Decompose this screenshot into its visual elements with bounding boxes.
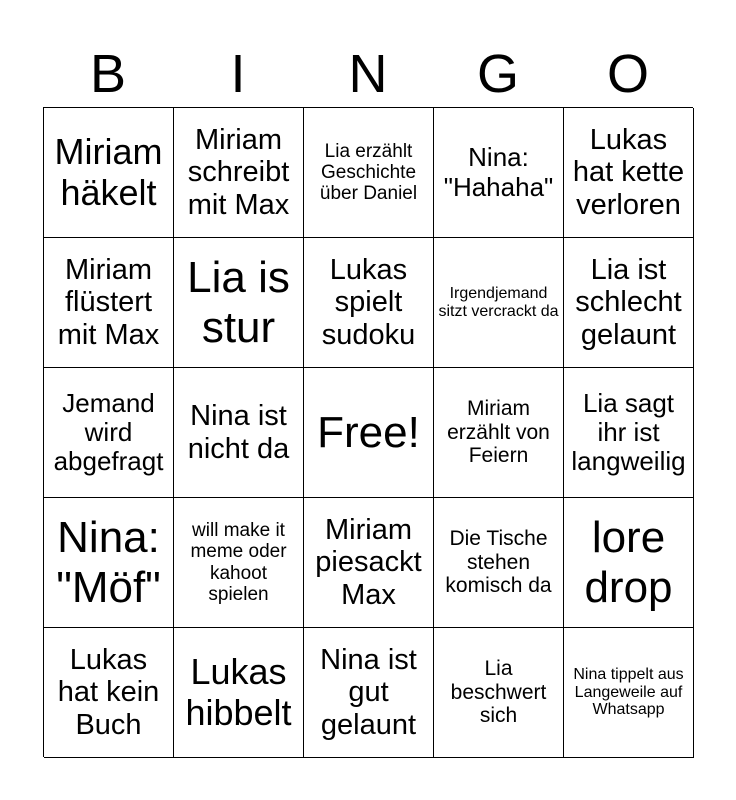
cell-text: Miriam erzählt von Feiern: [447, 397, 550, 468]
free-space-text: Free!: [317, 407, 420, 457]
bingo-cell-r4-c5[interactable]: [564, 498, 694, 628]
bingo-cell-r4-c4[interactable]: [434, 498, 564, 628]
cell-text: Lukas hat kette verloren: [572, 123, 685, 221]
bingo-cell-r5-c3[interactable]: [304, 628, 434, 758]
bingo-cell-r3-c5[interactable]: [564, 368, 694, 498]
bingo-cell-r3-c4[interactable]: [434, 368, 564, 498]
bingo-cell-r2-c3[interactable]: [304, 238, 434, 368]
bingo-cell-r4-c1[interactable]: [44, 498, 174, 628]
header-letter-i: I: [230, 44, 246, 104]
header-letter-b: B: [89, 44, 127, 104]
cell-text: Miriam flüstert mit Max: [57, 253, 160, 351]
cell-text: Lia erzählt Geschichte über Daniel: [319, 140, 418, 205]
bingo-board: [43, 107, 693, 757]
header-letter-o: O: [606, 44, 649, 104]
bingo-cell-r5-c5[interactable]: [564, 628, 694, 758]
cell-text: will make it meme oder kahoot spielen: [190, 519, 287, 605]
cell-text: Lukas hat kein Buch: [57, 643, 160, 741]
cell-text: lore drop: [584, 513, 673, 612]
bingo-cell-r4-c2[interactable]: [174, 498, 304, 628]
header-letter-g: G: [476, 44, 519, 104]
cell-text: Miriam häkelt: [54, 131, 163, 213]
cell-text: Lia is stur: [187, 253, 290, 352]
bingo-cell-r1-c3[interactable]: [304, 108, 434, 238]
bingo-cell-r1-c5[interactable]: [564, 108, 694, 238]
bingo-cell-r3-c1[interactable]: [44, 368, 174, 498]
bingo-cell-r1-c4[interactable]: [434, 108, 564, 238]
cell-text: Nina: "Möf": [56, 513, 161, 612]
cell-text: Nina: "Hahaha": [443, 142, 554, 202]
bingo-cell-r2-c1[interactable]: [44, 238, 174, 368]
cell-text: Nina ist nicht da: [187, 400, 290, 465]
cell-text: Jemand wird abgefragt: [53, 387, 164, 477]
bingo-cell-r1-c1[interactable]: [44, 108, 174, 238]
header-letter-n: N: [348, 44, 388, 104]
cell-text: Die Tische stehen komisch da: [445, 527, 552, 598]
bingo-cell-r5-c2[interactable]: [174, 628, 304, 758]
bingo-cell-r5-c1[interactable]: [44, 628, 174, 758]
bingo-cell-r4-c3[interactable]: [304, 498, 434, 628]
bingo-cell-r3-c2[interactable]: [174, 368, 304, 498]
cell-text: Lia beschwert sich: [450, 657, 547, 728]
bingo-cell-r2-c4[interactable]: [434, 238, 564, 368]
cell-text: Miriam schreibt mit Max: [187, 123, 290, 221]
cell-text: Lukas spielt sudoku: [321, 253, 416, 351]
cell-text: Miriam piesackt Max: [315, 513, 422, 611]
cell-text: Lia sagt ihr ist langweilig: [571, 387, 686, 477]
cell-text: Lukas hibbelt: [185, 651, 292, 733]
bingo-cell-r2-c5[interactable]: [564, 238, 694, 368]
bingo-cell-r1-c2[interactable]: [174, 108, 304, 238]
cell-text: Irgendjemand sitzt vercrackt da: [438, 284, 559, 320]
bingo-header: [43, 40, 693, 108]
cell-text: Lia ist schlecht gelaunt: [575, 253, 682, 351]
bingo-cell-r2-c2[interactable]: [174, 238, 304, 368]
bingo-cell-r5-c4[interactable]: [434, 628, 564, 758]
cell-text: Nina tippelt aus Langeweile auf Whatsapp: [573, 665, 684, 719]
bingo-cell-free[interactable]: [304, 368, 434, 498]
cell-text: Nina ist gut gelaunt: [320, 643, 417, 741]
